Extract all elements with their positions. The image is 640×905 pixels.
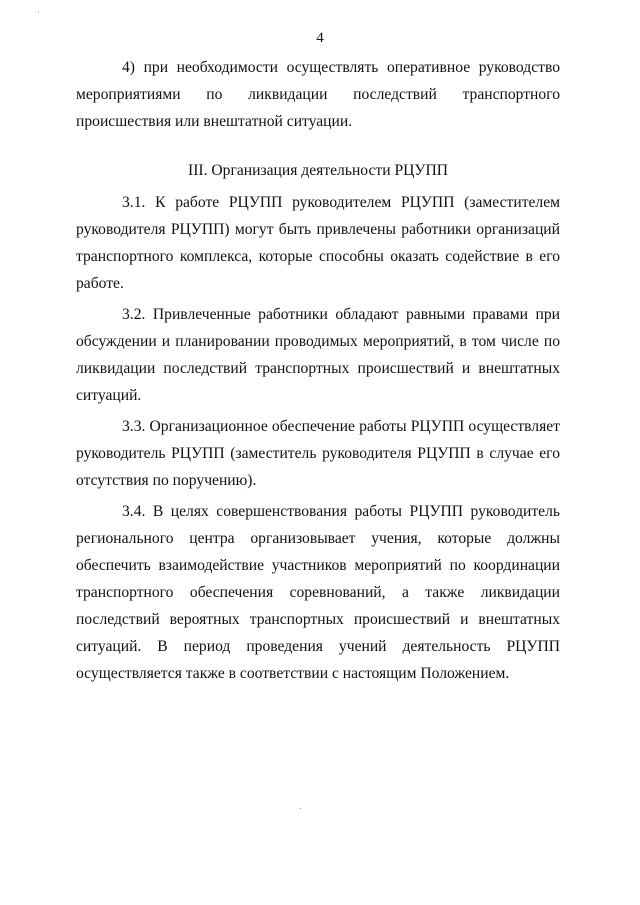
section-heading: III. Организация деятельности РЦУПП [188,162,448,179]
paragraph-3-4: 3.4. В целях совершенствования работы РЦУПП руководитель регионального центра организовывает учения, которые должны обеспечить взаимодействие участников мероприятий по координации транспортного обеспечения соревнований, а также ликвидации последствий вероятных транспортных происшествий и внештатных ситуаций. В период проведения учений деятельность РЦУПП осуществляется также в соответствии с настоящим Положением. [76,503,560,682]
paragraph-item-4: 4) при необходимости осуществлять оперативное руководство мероприятиями по ликвидации последствий транспортного происшествия или внештатной ситуации. [76,59,560,130]
paragraph-3-3: 3.3. Организационное обеспечение работы РЦУПП осуществляет руководитель РЦУПП (заместитель руководителя РЦУПП в случае его отсутствия по поручению). [76,418,560,489]
scan-speck [38,12,39,13]
page-number: 4 [316,30,324,46]
paragraph-3-2: 3.2. Привлеченные работники обладают равными правами при обсуждении и планировании проводимых мероприятий, в том числе по ликвидации последствий транспортных происшествий и внештатных ситуаций. [76,306,560,404]
paragraph-3-1: 3.1. К работе РЦУПП руководителем РЦУПП (заместителем руководителя РЦУПП) могут быть привлечены работники организаций транспортного комплекса, которые способны оказать содействие в его работе. [76,194,560,292]
document-body [76,54,560,691]
scan-speck [300,808,301,809]
